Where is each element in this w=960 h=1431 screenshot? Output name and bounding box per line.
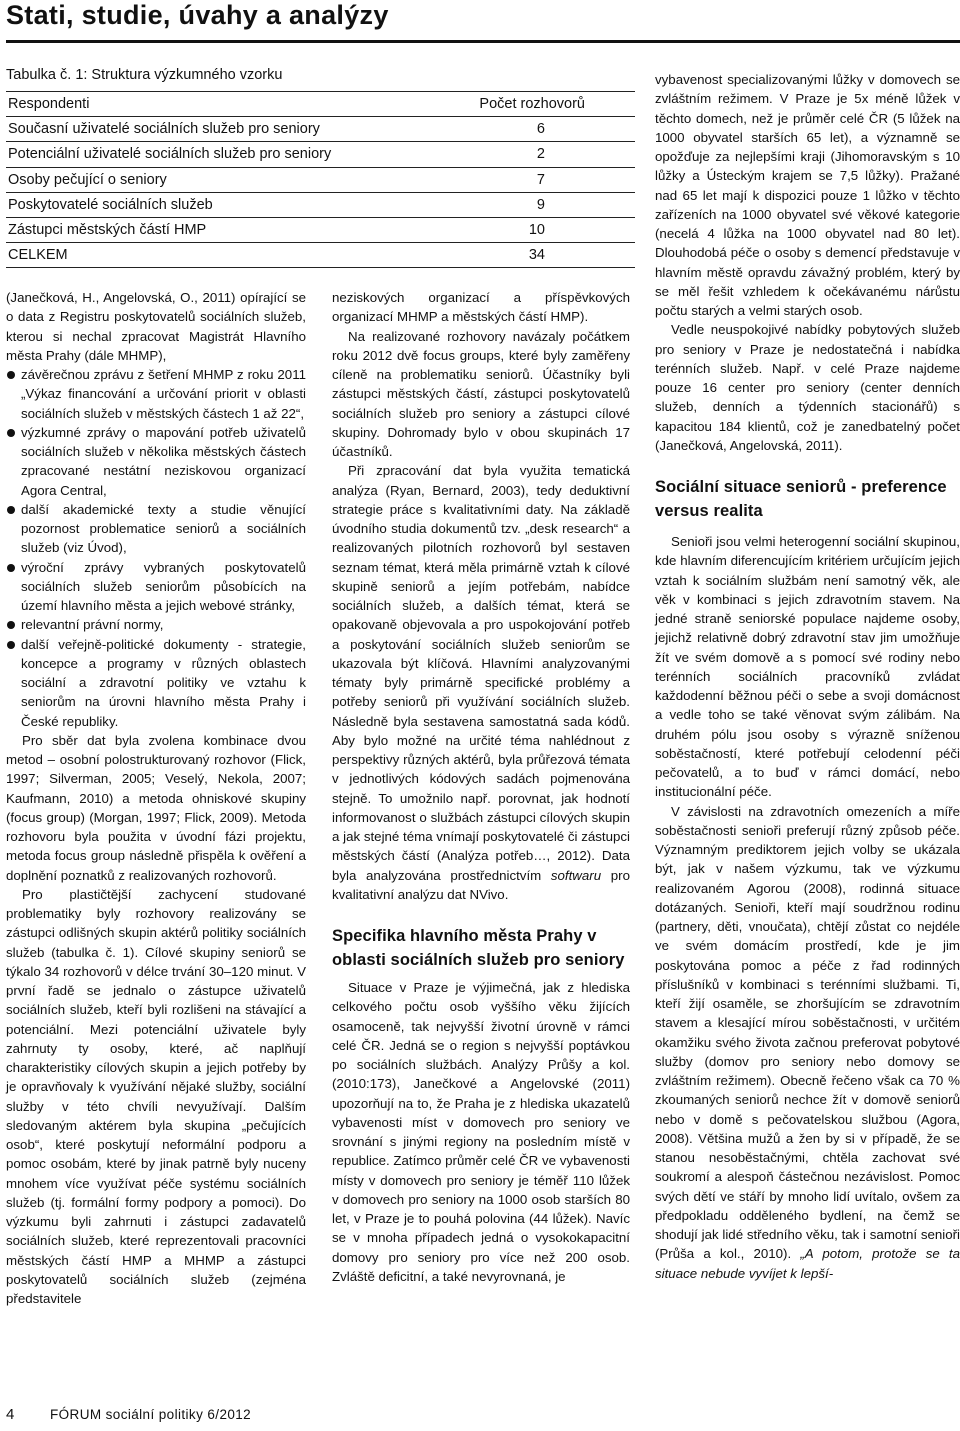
paragraph: neziskových organizací a příspěvkových organizací MHMP a městských částí HMP). xyxy=(332,290,630,325)
list-item: výzkumné zprávy o mapování potřeb uživatelů sociálních služeb v několika městských částech zpracované nestátní neziskovou organizací Agora Central, xyxy=(6,423,306,500)
text-column-2 xyxy=(332,288,630,1286)
list-item: výroční zprávy vybraných poskytovatelů sociálních služeb seniorům působících na území hlavního města a jejich webové stránky, xyxy=(6,558,306,616)
paragraph: Pro plastičtější zachycení studované problematiky byly rozhovory realizovány se zástupci odlišných skupin aktérů politiky sociálních služeb (tabulka č. 1). Cílové skupiny seniorů se týkalo 34 rozhovorů v délce trvání 30–120 minut. V první řadě se jednalo o zástupce uživatelů sociálních služeb, kteří byli rozlišeni na stávající a potenciální. Mezi potenciální uživatele byly zahrnuty ty osoby, které, ač naplňují charakteristiky cílových skupin a jejich potřeby by je opravňovaly k využívání nějaké služby, sociální služby v této chvíli nevyužívají. Dalším sledovaným aktérem byla skupina „pečujících osob“, které poskytují neformální podporu a pomoc osobám, které by jinak patrně byly nuceny mnohem více využívat péče systému sociálních služeb (tj. formální formy podpory a pomoci). Do výzkumu byli zahrnuti i zástupci zadavatelů sociálních služeb, které reprezentovali pracovníci městských částí HMP a MHMP a zástupci poskytovatelů sociálních služeb (zejména představitele xyxy=(6,886,306,1306)
paragraph: Senioři jsou velmi heterogenní sociální skupinou, kde hlavním diferencujícím kritériem určujícím jejich vztah k sociálním službám není samotný věk, ale věk v kombinaci s jejich zdravotním stavem. Na jedné straně seniorské populace najdeme osoby, jejichž relativně dobrý zdravotní stav jim umožňuje žít ve svém domově a s pomocí své rodiny nebo terénních sociálních pracovníků zvládat každodenní běžnou péči o sebe a svoji domácnost a vedle toho se také věnovat svým zálibám. Na druhém pólu jsou osoby s výrazně sníženou soběstačností, které potřebují celodenní péči pečovatelů, a to buď v rámci domácí, nebo institucionální péče. xyxy=(655,534,960,800)
paragraph: V závislosti na zdravotních omezeních a míře soběstačnosti senioři preferují různý způsob péče. Významným prediktorem jejich volby se ukázala být, jak v našem výzkumu, tak ve výzkumu realizovaném Agorou (2008), rodinná situace dotázaných. Senioři, kteří mají soudržnou rodinu (partnery, děti, vnoučata), chtějí zůstat co nejdéle ve svém domácím prostředí, kde je jim poskytována pomoc a péče z řad rodinných příslušníků v kombinaci s terénními službami. Ti, kteří žijí osaměle, se zhoršujícím se zdravotním stavem a klesající mírou soběstačnosti, v určitém okamžiku svého života začnou preferovat pobytové služby (domov pro seniory nebo domovy se zvláštním režimem). Obecně řečeno však ca 70 % zkoumaných seniorů nechce žít v domově seniorů nebo v domě s pečovatelskou službou (Agora, 2008). Většina mužů a žen by si v případě, že se stanou nesoběstačnými, chtěla zachovat své soukromí a alespoň částečnou nezávislost. Pomoc svých dětí ve stáří by mnoho lidí uvítalo, ovšem za předpokladu odděleného bydlení, na čemž se shodují jak lidé středního věku, tak i samotní senioři (Průša a kol., 2010). „A potom, protože se ta situace nebude vyvíjet k lepší- xyxy=(655,803,960,1281)
section-title: Stati, studie, úvahy a analýzy xyxy=(6,0,389,30)
table-cell-count: 6 xyxy=(431,117,635,142)
section-heading: Sociální situace seniorů - preference versus realita xyxy=(655,478,947,520)
list-item: další akademické texty a studie věnující pozornost problematice seniorů a sociálních služeb (viz Úvod), xyxy=(6,500,306,558)
paragraph: Na realizované rozhovory navázaly počátkem roku 2012 dvě focus groups, které byly zaměřeny cíleně na problematiku seniorů. Účastníky byli zástupci městských částí, zástupci poskytovatelů sociálních služeb pro seniory a zástupci cílové skupiny. Dohromady bylo v obou skupinách 17 účastníků. xyxy=(332,328,630,459)
paragraph: Situace v Praze je výjimečná, jak z hlediska celkového počtu osob vyššího věku žijících osamoceně, tak nejvyšší životní úrovně v rámci celé ČR. Jedná se o region s nejvyšší poptávkou po sociálních službách. Analýzy Průšy a kol. (2010:173), Janečkové a Angelovské (2011) upozorňují na to, že Praha je z hlediska ukazatelů vybavenosti míst v domovech pro seniory ve srovnání s jinými regiony na posledním místě v republice. Zatímco průměr celé ČR ve vybavenosti místy v domovech pro seniory je téměř 110 lůžek v domovech pro seniory na 1000 osob starších 80 let, v Praze je to pouhá polovina (44 lůžek). Navíc se v mnoha případech jedná o vysokokapacitní domovy pro seniory pro více než 200 osob. Zvláště deficitní, a také nevyrovnaná, je xyxy=(332,980,630,1284)
text-column-3 xyxy=(655,70,960,1283)
paragraph: Pro sběr dat byla zvolena kombinace dvou metod – osobní polostrukturovaný rozhovor (Flick, 1997; Silverman, 2005; Veselý, Nekola, 2007; Kaufmann, 2010) a metoda ohniskové skupiny (focus group) (Morgan, 1997; Flick, 2009). Metoda rozhovoru byla použita v úvodní fázi projektu, metoda focus group následně přispěla k ověření a doplnění poznatků z realizovaných rozhovorů. xyxy=(6,732,306,883)
bullet-icon xyxy=(7,506,15,514)
bullet-icon xyxy=(7,429,15,437)
table-cell-group: CELKEM xyxy=(6,243,431,268)
bullet-icon xyxy=(7,371,15,379)
page-number: 4 xyxy=(6,1406,15,1423)
table-cell-group: Poskytovatelé sociálních služeb xyxy=(6,192,431,217)
table-caption: Tabulka č. 1: Struktura výzkumného vzorku xyxy=(6,67,283,83)
table-cell-group: Osoby pečující o seniory xyxy=(6,167,431,192)
table-header-count: Počet rozhovorů xyxy=(431,92,635,117)
table-cell-group: Potenciální uživatelé sociálních služeb pro seniory xyxy=(6,142,431,167)
paragraph: vybavenost specializovanými lůžky v domovech se zvláštním režimem. V Praze je 5x méně lůžek v těchto domech, než je průměr celé ČR (5 lůžek na 1000 obyvatel starších 65 let), a významně se opožďuje za nejlepšími kraji (Jihomoravským s 10 lůžky a Ústeckým krajem se 7,5 lůžky). Pražané nad 65 let mají k dispozici pouze 1 lůžko v těchto zařízeních na 1000 obyvatel své věkové kategorie (necelá 4 lůžka na 1000 obyvatel nad 80 let). Dlouhodobá péče o osoby s demencí představuje v hlavním městě opravdu závažný problém, který by se měl řešit vzhledem k očekávanému nárůstu počtu starých a velmi starých osob. xyxy=(655,72,960,318)
table-cell-group: Současní uživatelé sociálních služeb pro seniory xyxy=(6,117,431,142)
table-row xyxy=(6,142,635,167)
table-header-respondents: Respondenti xyxy=(6,92,431,117)
table-cell-count: 34 xyxy=(431,243,635,268)
list-item: další veřejně-politické dokumenty - strategie, koncepce a programy v různých oblastech sociální a zdravotní politiky ve vztahu k seniorům na úrovni hlavního města Prahy i České republiky. xyxy=(6,635,306,731)
page-header xyxy=(6,0,960,44)
table-cell-count: 7 xyxy=(431,167,635,192)
sample-structure-table xyxy=(6,91,635,268)
page-footer xyxy=(6,1406,406,1428)
bullet-icon xyxy=(7,564,15,572)
table-row xyxy=(6,192,635,217)
table-row-total xyxy=(6,243,635,268)
list-item: relevantní právní normy, xyxy=(6,615,306,634)
list-item: závěrečnou zprávu z šetření MHMP z roku 2011 „Výkaz financování a určování priorit v oblasti sociálních služeb v městských částech 1 až 22“, xyxy=(6,365,306,423)
paragraph: (Janečková, H., Angelovská, O., 2011) opírající se o data z Registru poskytovatelů sociálních služeb, kterou si nechal zpracovat Magistrát Hlavního města Prahy (dále MHMP), xyxy=(6,290,306,363)
text-column-1 xyxy=(6,288,306,1308)
table-row xyxy=(6,117,635,142)
table-row xyxy=(6,167,635,192)
table-cell-count: 2 xyxy=(431,142,635,167)
table-cell-group: Zástupci městských částí HMP xyxy=(6,217,431,242)
bullet-icon xyxy=(7,621,15,629)
bullet-icon xyxy=(7,641,15,649)
table-header-row xyxy=(6,92,635,117)
sample-structure-table-block xyxy=(6,66,635,268)
table-row xyxy=(6,217,635,242)
header-rule xyxy=(6,40,960,43)
table-cell-count: 9 xyxy=(431,192,635,217)
magazine-name: FÓRUM sociální politiky 6/2012 xyxy=(50,1407,252,1422)
paragraph: Při zpracování dat byla využita tematická analýza (Ryan, Bernard, 2003), tedy deduktivní strategie práce s kvalitativními daty. Na základě úvodního studia dokumentů tzv. „desk research“ a realizovaných pilotních rozhovorů byl sestaven seznam témat, která měla primárně vztah k cílové skupině seniorů a jejím potřebám, nabídce sociálních služeb, a dalších témat, která se opakovaně objevovala a pro uspokojování potřeb a poskytování sociálních služeb seniorům se ukazovala být klíčová. Hlavními analyzovanými tématy byly primárně specifické problémy a potřeby seniorů při využívání sociálních služeb. Následně byla sestavena samostatná sada kódů. Aby bylo možné na určité téma nahlédnout z perspektivy různých aktérů, byla průřezová témata v jednotlivých kódových sadách pojmenována stejně. To umožnilo např. porovnat, jak hodnotí informovanost o službách zástupci cílových skupin a jak stejné téma vnímají poskytovatelé či zástupci městských částí (Analýza potřeb…, 2012). Data byla analyzována prostřednictvím softwaru pro kvalitativní analýzu dat NVivo. xyxy=(332,463,630,902)
table-cell-count: 10 xyxy=(431,217,635,242)
section-heading: Specifika hlavního města Prahy v oblasti sociálních služeb pro seniory xyxy=(332,927,625,969)
paragraph: Vedle neuspokojivé nabídky pobytových služeb pro seniory v Praze je nedostatečná i nabídka terénních služeb. Např. v celé Praze najdeme pouze 16 center pro seniory (center denních služeb, denních a týdenních stacionářů) s kapacitou 184 klientů, což je zanedbatelný počet (Janečková, Angelovská, 2011). xyxy=(655,322,960,453)
